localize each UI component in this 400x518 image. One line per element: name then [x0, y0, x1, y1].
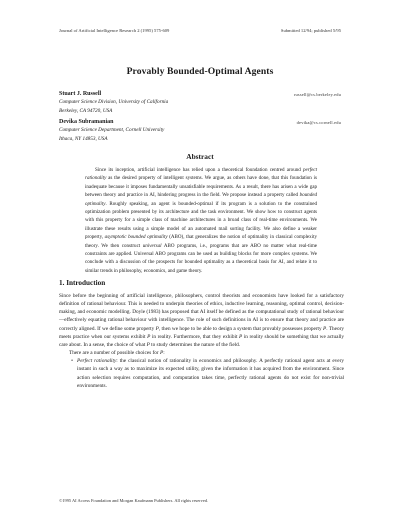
section-heading-introduction: 1. Introduction [59, 279, 106, 287]
abstract-paragraph: Since its inception, artificial intelligence has relied upon a theoretical foundation centred around perfect rationality as the desired property of intelligent systems. We argue, as others have done, that this foundation is inadequate because it imposes fundamentally unsatisfiable requirements. As a result, there has arisen a wide gap between theory and practice in AI, hindering progress in the field. We propose instead a property called bounded optimality. Roughly speaking, an agent is bounded-optimal if its program is a solution to the constrained optimization problem presented by its architecture and the task environment. We show how to construct agents with this property for a simple class of machine architectures in a broad class of real-time environments. We illustrate these results using a simple model of an automated mail sorting facility. We also define a weaker property, asymptotic bounded optimality (ABO), that generalizes the notion of optimality in classical complexity theory. We then construct universal ABO programs, i.e., programs that are ABO no matter what real-time constraints are applied. Universal ABO programs can be used as building blocks for more complex systems. We conclude with a discussion of the prospects for bounded optimality as a theoretical basis for AI, and relate it to similar trends in philosophy, economics, and game theory. [85, 167, 318, 274]
abstract-heading: Abstract [186, 152, 214, 161]
abstract-body [85, 166, 317, 275]
author-email-2: devika@cs.cornell.edu [296, 120, 341, 125]
author-affiliation-1 [59, 98, 168, 115]
affiliation-line: Ithaca, NY 14853, USA [59, 135, 108, 142]
affiliation-line: Computer Science Division, University of California [59, 99, 169, 105]
author-name-2: Devika Subramanian [59, 119, 114, 125]
running-header-journal: Journal of Artificial Intelligence Research 2 (1995) 575-609 [59, 28, 170, 33]
author-affiliation-2 [59, 126, 164, 143]
intro-paragraph-2: There are a number of possible choices for P: [69, 350, 165, 357]
affiliation-line: Computer Science Department, Cornell University [59, 127, 165, 133]
running-header-submission: Submitted 12/94; published 5/95 [280, 28, 341, 33]
paper-title: Provably Bounded-Optimal Agents [126, 66, 274, 77]
affiliation-line: Berkeley, CA 94720, USA [59, 107, 113, 114]
author-email-1: russell@cs.berkeley.edu [293, 92, 341, 97]
list-item [59, 357, 344, 390]
introduction-body [59, 292, 344, 390]
bullet-icon: • [71, 358, 73, 365]
intro-paragraph-1: Since before the beginning of artificial intelligence, philosophers, control theorists and economists have looked for a satisfactory definition of rational behaviour. This is needed to underpin theories of ethics, inductive learning, reasoning, optimal control, decision-making, and economic modelling. Doyle (1983) has proposed that AI itself be defined as the computational study of rational behaviour—effectively equating rational behaviour with intelligence. The role of such definitions in AI is to ensure that theory and practice are correctly aligned. If we define some property P, then we hope to be able to design a system that provably possesses property P. Theory meets practice when our systems exhibit P in reality. Furthermore, that they exhibit P in reality should be something that we actually care about. In a sense, the choice of what P to study determines the nature of the field. [59, 293, 345, 348]
author-name-1: Stuart J. Russell [59, 91, 102, 97]
copyright-footer: ©1995 AI Access Foundation and Morgan Kaufmann Publishers. All rights reserved. [59, 498, 209, 503]
bullet-text: Perfect rationality: the classical notion of rationality in economics and philosophy. A perfectly rational agent acts at every instant in such a way as to maximize its expected utility, given the information it has acquired from the environment. Since action selection requires computation, and computation takes time, perfectly rational agents do not exist for non-trivial environments. [77, 358, 345, 389]
